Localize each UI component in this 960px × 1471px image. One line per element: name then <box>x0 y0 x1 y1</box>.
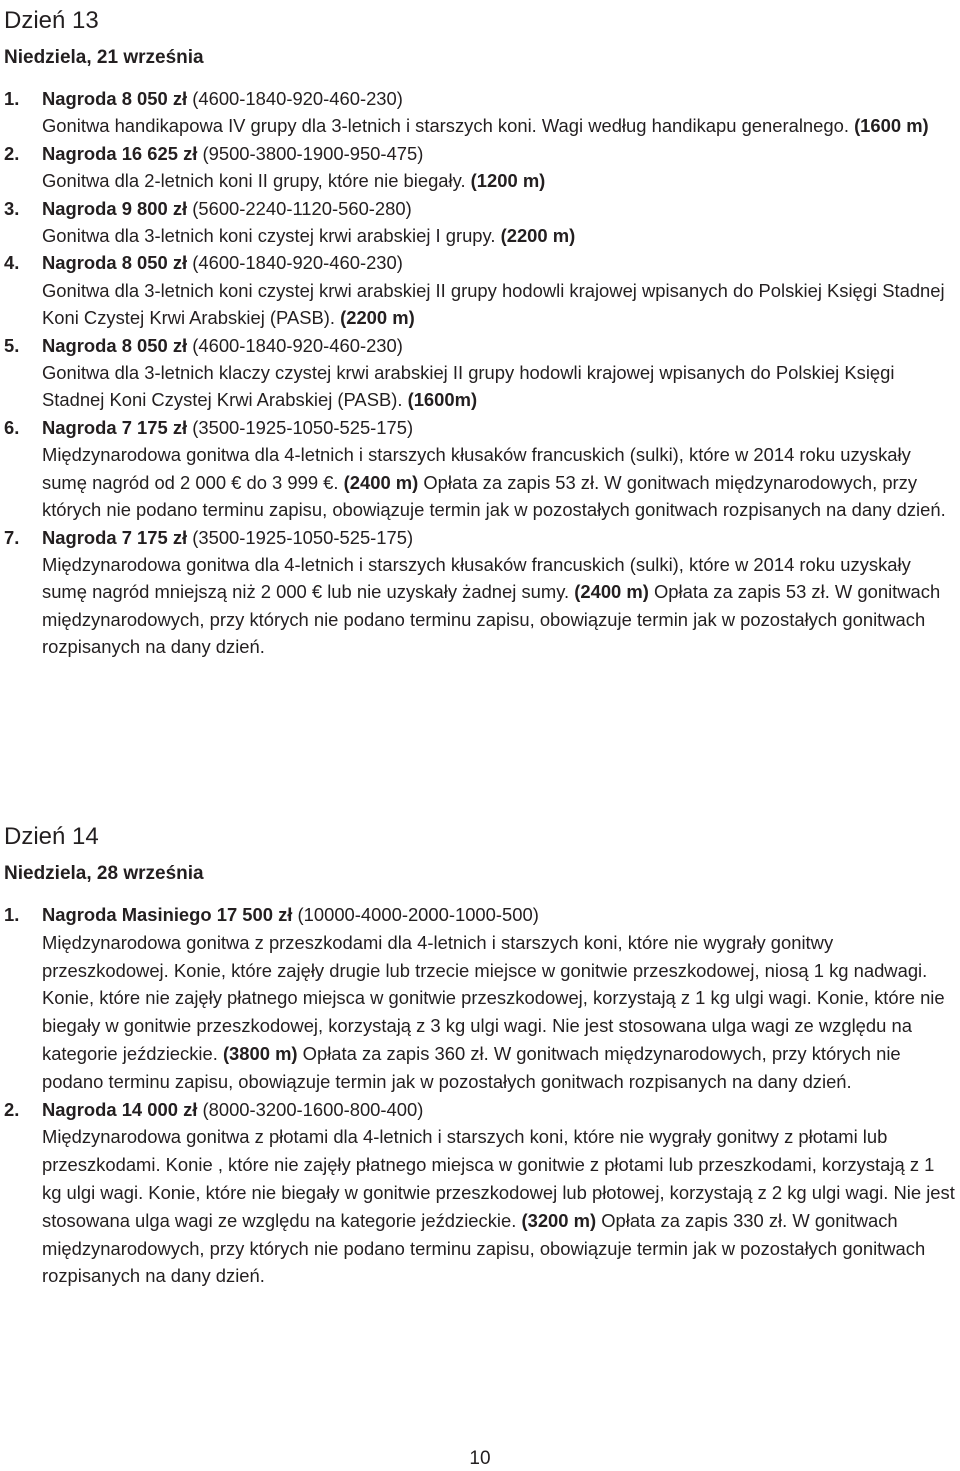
race-conditions: Gonitwa handikapowa IV grupy dla 3-letnich i starszych koni. Wagi według handikapu generalnego. <box>42 115 855 137</box>
race-number: 4. <box>4 252 20 274</box>
race-description <box>42 249 956 331</box>
race-conditions: Gonitwa dla 3-letnich koni czystej krwi arabskiej II grupy hodowli krajowej wpisanych do Polskiej Księgi Stadnej Koni Czystej Krwi Arabskiej (PASB). <box>42 279 945 329</box>
prize-label: Nagroda 8 050 zł <box>42 88 188 109</box>
race-entry <box>4 85 956 140</box>
prize-breakdown: (4600-1840-920-460-230) <box>187 252 403 274</box>
race-number: 7. <box>4 526 20 548</box>
race-entry <box>4 1096 956 1291</box>
race-entry <box>4 524 956 661</box>
prize-label: Nagroda 9 800 zł <box>42 197 188 219</box>
race-conditions: Gonitwa dla 3-letnich koni czystej krwi arabskiej I grupy. <box>42 225 501 247</box>
prize-label: Nagroda Masiniego 17 500 zł <box>42 904 293 925</box>
prize-breakdown: (3500-1925-1050-525-175) <box>187 416 414 438</box>
prize-label: Nagroda 7 175 zł <box>42 416 188 438</box>
race-description <box>42 901 956 1096</box>
prize-label: Nagroda 8 050 zł <box>42 334 188 356</box>
race-distance: (3200 m) <box>521 1209 597 1231</box>
race-fee-notes: Opłata za zapis 53 zł. W gonitwach międzynarodowych, przy których nie podano terminu zapisu, obowiązuje termin jak w pozostałych gonitwach rozpisanych na dany dzień. <box>42 471 946 521</box>
race-description <box>42 1096 956 1291</box>
race-number: 1. <box>4 88 20 109</box>
race-entry <box>4 195 956 250</box>
race-description <box>42 195 956 250</box>
race-entry <box>4 414 956 524</box>
race-entry <box>4 140 956 195</box>
race-description <box>42 332 956 414</box>
race-entry <box>4 901 956 1096</box>
race-list <box>4 85 956 661</box>
race-entry <box>4 332 956 414</box>
race-distance: (2200 m) <box>500 225 576 247</box>
race-distance: (1200 m) <box>470 170 546 192</box>
race-fee-notes: Opłata za zapis 330 zł. W gonitwach międzynarodowych, przy których nie podano terminu zapisu, obowiązuje termin jak w pozostałych gonitwach rozpisanych na dany dzień. <box>42 1209 926 1287</box>
prize-label: Nagroda 16 625 zł <box>42 142 198 164</box>
race-number: 2. <box>4 142 20 164</box>
prize-breakdown: (10000-4000-2000-1000-500) <box>292 904 539 925</box>
race-distance: (1600 m) <box>854 115 929 137</box>
race-number: 5. <box>4 334 20 356</box>
race-distance: (2400 m) <box>343 471 419 493</box>
race-conditions: Międzynarodowa gonitwa z przeszkodami dla 4-letnich i starszych koni, które nie wygrały gonitwy przeszkodowej. Konie, które zajęły drugie lub trzecie miejsce w gonitwie przeszkodowej, niosą 1 kg nadwagi. Konie, które nie zajęły płatnego miejsca w gonitwie przeszkodowej, korzystają z 1 kg ulgi wagi. Konie, które nie biegały w gonitwie przeszkodowej, korzystają z 3 kg ulgi wagi. Nie jest stosowana ulga wagi ze względu na kategorie jeździeckie. <box>42 931 945 1064</box>
prize-breakdown: (4600-1840-920-460-230) <box>187 88 403 109</box>
prize-breakdown: (5600-2240-1120-560-280) <box>187 197 412 219</box>
race-fee-notes: Opłata za zapis 360 zł. W gonitwach międzynarodowych, przy których nie podano terminu zapisu, obowiązuje termin jak w pozostałych gonitwach rozpisanych na dany dzień. <box>42 1042 901 1092</box>
race-number: 1. <box>4 904 20 925</box>
race-conditions: Międzynarodowa gonitwa z płotami dla 4-letnich i starszych koni, które nie wygrały gonitwy z płotami lub przeszkodami. Konie , które nie zajęły płatnego miejsca w gonitwie z płotami lub przeszkodami, korzystają z 1 kg ulgi wagi. Konie, które nie biegały w gonitwie przeszkodowej lub płotowej, korzystają z 2 kg ulgi wagi. Nie jest stosowana ulga wagi ze względu na kategorie jeździeckie. <box>42 1126 955 1231</box>
race-number: 3. <box>4 197 20 219</box>
prize-breakdown: (4600-1840-920-460-230) <box>187 334 403 356</box>
prize-breakdown: (3500-1925-1050-525-175) <box>187 526 414 548</box>
race-description <box>42 524 956 661</box>
prize-label: Nagroda 7 175 zł <box>42 526 188 548</box>
prize-breakdown: (9500-3800-1900-950-475) <box>197 142 424 164</box>
race-fee-notes: Opłata za zapis 53 zł. W gonitwach międzynarodowych, przy których nie podano terminu zapisu, obowiązuje termin jak w pozostałych gonitwach rozpisanych na dany dzień. <box>42 581 941 658</box>
race-number: 6. <box>4 416 20 438</box>
day-date: Niedziela, 21 września <box>4 47 204 68</box>
race-conditions: Międzynarodowa gonitwa dla 4-letnich i starszych kłusaków francuskich (sulki), które w 2014 roku uzyskały sumę nagród mniejszą niż 2 000 € lub nie uzyskały żadnej sumy. <box>42 553 911 603</box>
race-list <box>4 901 956 1290</box>
race-distance: (2400 m) <box>574 581 649 603</box>
day-title: Dzień 13 <box>4 7 99 34</box>
page-number: 10 <box>469 1448 491 1469</box>
day-title: Dzień 14 <box>4 823 99 850</box>
prize-breakdown: (8000-3200-1600-800-400) <box>197 1098 424 1120</box>
day-date: Niedziela, 28 września <box>4 863 204 884</box>
race-conditions: Międzynarodowa gonitwa dla 4-letnich i starszych kłusaków francuskich (sulki), które w 2014 roku uzyskały sumę nagród od 2 000 € do 3 999 €. <box>42 444 911 493</box>
day-14-section <box>4 820 956 1290</box>
race-entry <box>4 249 956 331</box>
race-distance: (2200 m) <box>340 307 415 329</box>
race-conditions: Gonitwa dla 2-letnich koni II grupy, które nie biegały. <box>42 170 471 192</box>
race-description <box>42 140 956 195</box>
race-distance: (3800 m) <box>222 1042 298 1064</box>
race-description <box>42 414 956 524</box>
race-number: 2. <box>4 1098 20 1120</box>
prize-label: Nagroda 8 050 zł <box>42 252 188 274</box>
prize-label: Nagroda 14 000 zł <box>42 1098 198 1120</box>
race-distance: (1600m) <box>407 389 478 411</box>
race-conditions: Gonitwa dla 3-letnich klaczy czystej krwi arabskiej II grupy hodowli krajowej wpisanych do Polskiej Księgi Stadnej Koni Czystej Krwi Arabskiej (PASB). <box>42 362 895 411</box>
race-description <box>42 85 956 140</box>
day-13-section <box>4 4 956 661</box>
